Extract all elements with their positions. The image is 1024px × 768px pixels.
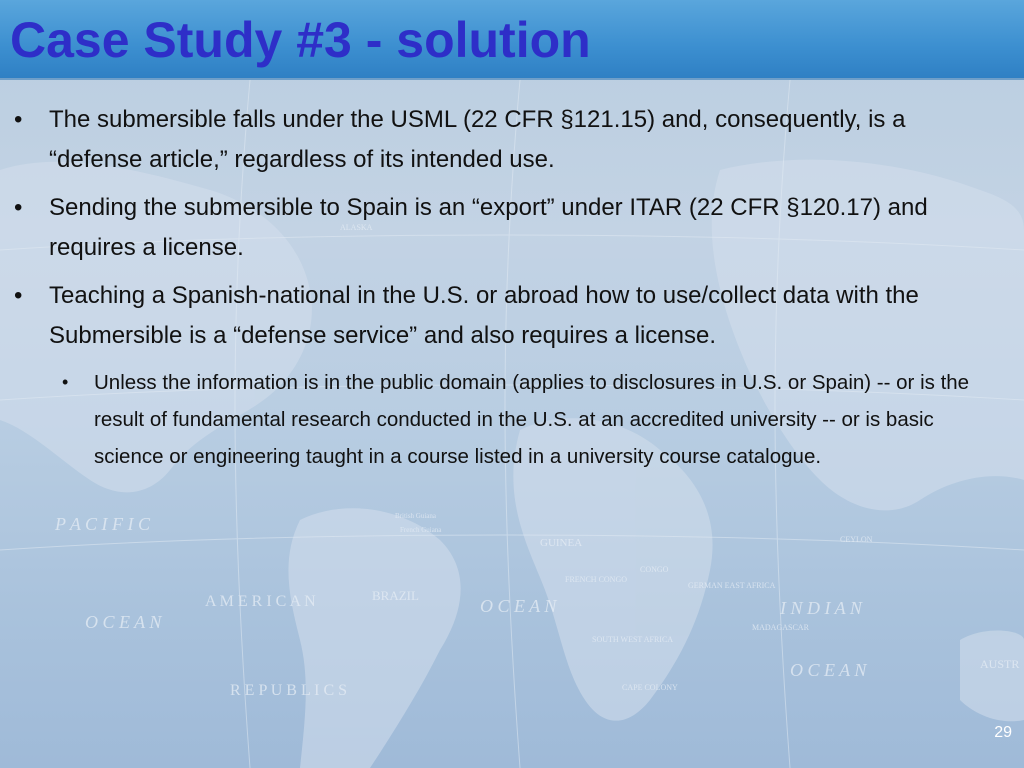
bullet-item — [0, 276, 1024, 356]
map-label-republics: R E P U B L I C S — [230, 682, 348, 699]
map-label-german-east-africa: GERMAN EAST AFRICA — [688, 581, 776, 590]
slide-content — [0, 100, 1024, 475]
map-label-congo: CONGO — [640, 565, 669, 574]
sub-bullet-item — [0, 364, 1024, 475]
bullet-list — [0, 100, 1024, 356]
map-label-south-west-africa: SOUTH WEST AFRICA — [592, 635, 674, 644]
map-label-ocean-1: O C E A N — [85, 612, 162, 632]
australia-landmass — [960, 631, 1024, 722]
bullet-marker: • — [14, 194, 23, 221]
map-label-alaska: ALASKA — [340, 223, 373, 232]
south-america-landmass — [288, 508, 460, 768]
map-label-brazil: BRAZIL — [372, 588, 419, 603]
map-label-ceylon: CEYLON — [840, 535, 873, 544]
map-label-british-guiana: British Guiana — [395, 512, 437, 520]
sub-bullet-text: Unless the information is in the public domain (applies to disclosures in U.S. or Spain) -- or is the result of fundamental research conducted in the U.S. at an accredited university -- or is basic science or engineering taught in a course listed in a university course catalogue. — [94, 371, 970, 468]
bullet-text: Sending the submersible to Spain is an “export” under ITAR (22 CFR §120.17) and requires a license. — [49, 194, 928, 261]
map-label-ocean-2: O C E A N — [480, 596, 557, 616]
bullet-text: The submersible falls under the USML (22 CFR §121.15) and, consequently, is a “defense article,” regardless of its intended use. — [49, 106, 906, 173]
map-label-american: A M E R I C A N — [205, 593, 316, 610]
bullet-item — [0, 188, 1024, 268]
map-label-pacific: P A C I F I C — [55, 514, 151, 534]
map-label-ocean-3: O C E A N — [790, 660, 867, 680]
map-label-french-guiana: French Guiana — [400, 526, 442, 534]
map-label-cape-colony: CAPE COLONY — [622, 683, 678, 692]
bullet-marker: • — [14, 106, 23, 133]
bullet-marker: • — [14, 282, 23, 309]
sub-bullet-list — [0, 364, 1024, 475]
map-label-indian: I N D I A N — [780, 598, 862, 618]
map-label-madagascar: MADAGASCAR — [752, 623, 809, 632]
bullet-item — [0, 100, 1024, 180]
slide-title: Case Study #3 - solution — [10, 12, 591, 68]
bullet-text: Teaching a Spanish-national in the U.S. or abroad how to use/collect data with the Submersible is a “defense service” and also requires a license. — [49, 282, 919, 349]
map-label-austr: AUSTR — [980, 657, 1020, 671]
map-label-guinea: GUINEA — [540, 537, 583, 549]
page-number: 29 — [994, 724, 1012, 741]
map-label-french-congo: FRENCH CONGO — [565, 575, 628, 584]
sub-bullet-marker: • — [62, 372, 69, 392]
